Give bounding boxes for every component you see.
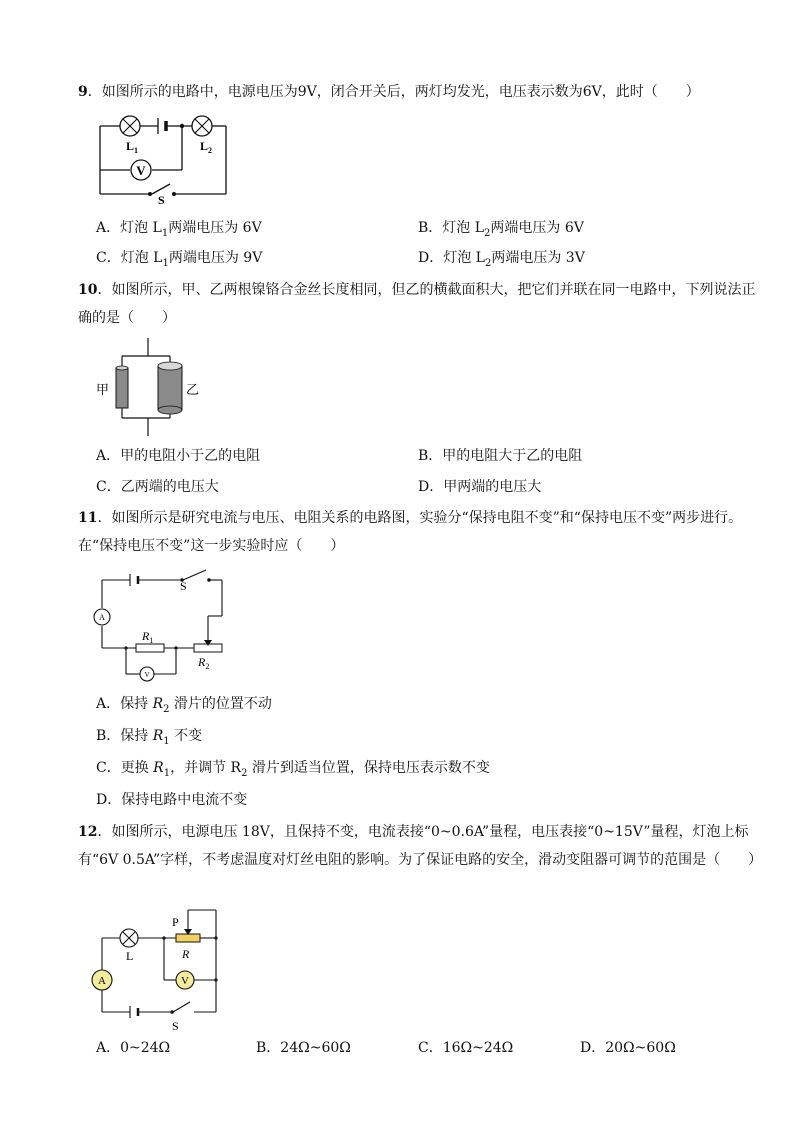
- battery-icon: [158, 118, 166, 134]
- question-text: ．如图所示是研究电流与电压、电阻关系的电路图，实验分“保持电阻不变”和“保持电压不变”两步进行。在“保持电压不变”这一步实验时应（ ）: [78, 510, 743, 554]
- svg-text:L1: $L_1$: [126, 139, 139, 155]
- option-11c: C．更换 $R_1$，并调节 $R_2$ 滑片到适当位置，保持电压表示数不变: [96, 760, 490, 779]
- option-9b: B．灯泡 $L_2$两端电压为 6V: [418, 220, 584, 239]
- circuit-figure-11: [94, 568, 228, 679]
- svg-text:L2: $L_2$: [200, 139, 213, 155]
- circuit-figure-9: [96, 112, 232, 207]
- option-10b: B．甲的电阻大于乙的电阻: [418, 448, 583, 464]
- lamp-icon: [120, 929, 138, 947]
- voltmeter-label: V: [181, 975, 189, 987]
- slider-label: P: [172, 915, 179, 929]
- voltmeter-label: V: [144, 671, 150, 679]
- question-number: 10: [78, 282, 98, 298]
- svg-text:R1: $R_1$: [142, 629, 154, 645]
- switch-label: S: [158, 193, 165, 207]
- battery-icon: [130, 1006, 138, 1018]
- option-11a: A．保持 $R_2$ 滑片的位置不动: [96, 696, 272, 715]
- battery-icon: [130, 574, 138, 586]
- question-9: [78, 78, 758, 106]
- rheostat-label: R: [182, 947, 190, 961]
- lamp-l1-icon: [120, 116, 140, 136]
- circuit-figure-12: [90, 908, 230, 1032]
- voltmeter-icon: [176, 971, 194, 989]
- label-jia: 甲: [96, 382, 110, 397]
- ammeter-label: A: [98, 975, 106, 987]
- switch-label: S: [172, 1019, 179, 1033]
- wire-jia-icon: [116, 366, 128, 408]
- lamp-l2-icon: [192, 116, 212, 136]
- question-number: 11: [78, 510, 98, 526]
- label-yi: 乙: [186, 382, 200, 397]
- question-number: 12: [78, 824, 98, 840]
- voltmeter-icon: [140, 667, 154, 681]
- question-text: ．如图所示，电源电压 18V，且保持不变，电流表接“0~0.6A”量程，电压表接“0~15V”量程，灯泡上标有“6V 0.5A”字样，不考虑温度对灯丝电阻的影响。为了保证电路的安全，滑动变阻器可调节的范围是（ ）: [78, 824, 763, 868]
- option-12c: C．16Ω~24Ω: [418, 1040, 514, 1056]
- voltmeter-icon: [131, 160, 151, 180]
- question-11: [78, 504, 758, 560]
- ammeter-icon: [92, 970, 112, 990]
- option-11b: B．保持 $R_1$ 不变: [96, 728, 203, 747]
- ammeter-label: A: [99, 613, 105, 622]
- option-9c: C．灯泡 $L_1$两端电压为 9V: [96, 250, 263, 269]
- question-10: [78, 276, 758, 332]
- option-9a: A．灯泡 $L_1$两端电压为 6V: [96, 220, 262, 239]
- question-text: ．如图所示的电路中，电源电压为9V，闭合开关后，两灯均发光，电压表示数为6V，此时（ ）: [87, 84, 700, 100]
- wire-figure-10: [90, 336, 210, 438]
- question-12: [78, 818, 763, 874]
- rheostat-icon: [176, 934, 200, 942]
- question-number: 9: [78, 84, 88, 100]
- question-text: ．如图所示，甲、乙两根镍铬合金丝长度相同，但乙的横截面积大，把它们并联在同一电路中，下列说法正确的是（ ）: [78, 282, 756, 326]
- voltmeter-label: V: [136, 163, 146, 178]
- option-10d: D．甲两端的电压大: [418, 479, 542, 495]
- option-9d: D．灯泡 $L_2$两端电压为 3V: [418, 250, 585, 269]
- svg-text:R2: $R_2$: [198, 655, 210, 671]
- switch-label: S: [180, 579, 187, 593]
- option-12d: D．20Ω~60Ω: [580, 1040, 676, 1056]
- option-11d: D．保持电路中电流不变: [96, 792, 248, 808]
- option-10c: C．乙两端的电压大: [96, 479, 219, 495]
- ammeter-icon: [94, 609, 110, 625]
- option-12b: B．24Ω~60Ω: [256, 1040, 351, 1056]
- lamp-label: L: [126, 949, 134, 963]
- option-12a: A．0~24Ω: [96, 1040, 171, 1056]
- resistor-r1-icon: [136, 644, 164, 652]
- option-10a: A．甲的电阻小于乙的电阻: [96, 448, 261, 464]
- wire-yi-icon: [158, 362, 182, 414]
